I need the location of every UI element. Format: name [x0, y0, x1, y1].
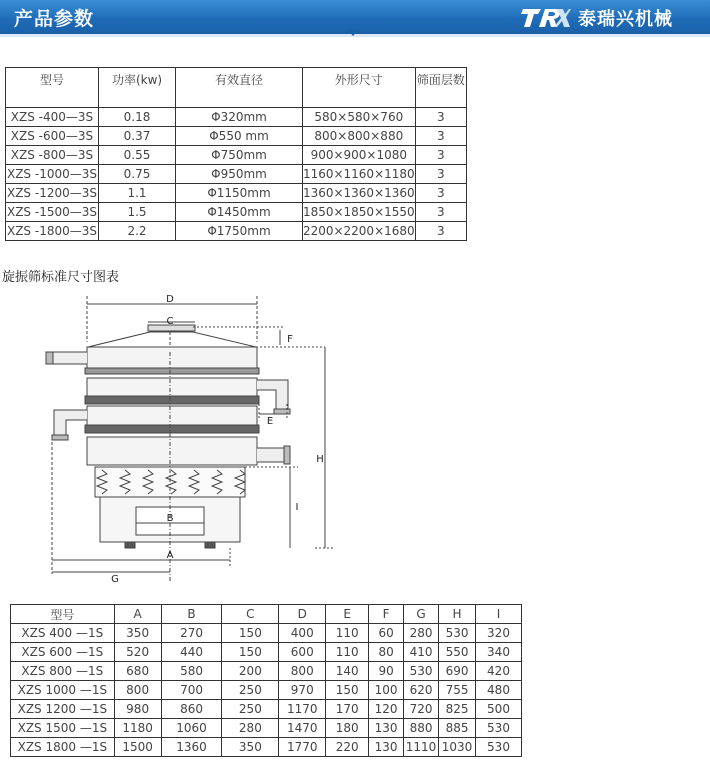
column-header: A: [114, 605, 161, 624]
column-header: C: [222, 605, 279, 624]
column-header: H: [439, 605, 476, 624]
label-h: H: [316, 454, 324, 465]
table-cell: 350: [222, 738, 279, 757]
table-cell: 150: [222, 624, 279, 643]
column-header: 筛面层数: [415, 68, 466, 108]
table-row: [11, 738, 522, 757]
table-cell: XZS 1500 —1S: [11, 719, 115, 738]
table-cell: 530: [476, 738, 522, 757]
table-cell: 340: [476, 643, 522, 662]
label-i: I: [295, 502, 299, 513]
table-cell: 200: [222, 662, 279, 681]
table-header-row: [11, 605, 522, 624]
table-cell: 130: [369, 719, 404, 738]
table-cell: XZS -800—3S: [6, 146, 99, 165]
table-cell: 1170: [279, 700, 326, 719]
table-cell: 120: [369, 700, 404, 719]
table-cell: 3: [415, 222, 466, 241]
table-cell: 550: [439, 643, 476, 662]
table-cell: Φ1450mm: [176, 203, 303, 222]
table-cell: 580×580×760: [302, 108, 415, 127]
table-cell: 130: [369, 738, 404, 757]
table-cell: XZS 400 —1S: [11, 624, 115, 643]
table-row: [11, 719, 522, 738]
table-cell: 680: [114, 662, 161, 681]
table-cell: 150: [326, 681, 369, 700]
table-cell: 1500: [114, 738, 161, 757]
column-header: G: [404, 605, 439, 624]
table-cell: XZS 1200 —1S: [11, 700, 115, 719]
table-cell: 700: [161, 681, 222, 700]
table-row: [11, 662, 522, 681]
table-cell: 480: [476, 681, 522, 700]
label-c: C: [166, 316, 174, 327]
column-header: 有效直径: [176, 68, 303, 108]
table-cell: 900×900×1080: [302, 146, 415, 165]
column-header: I: [476, 605, 522, 624]
table-cell: 620: [404, 681, 439, 700]
table-cell: 1360: [161, 738, 222, 757]
table-cell: 1770: [279, 738, 326, 757]
table-cell: 530: [476, 719, 522, 738]
table-cell: 270: [161, 624, 222, 643]
table-cell: 860: [161, 700, 222, 719]
column-header: B: [161, 605, 222, 624]
table-cell: 90: [369, 662, 404, 681]
table-cell: 755: [439, 681, 476, 700]
table-cell: 180: [326, 719, 369, 738]
table-row: [11, 700, 522, 719]
table-cell: Φ750mm: [176, 146, 303, 165]
table-cell: 3: [415, 184, 466, 203]
table-cell: 110: [326, 624, 369, 643]
table-cell: 1470: [279, 719, 326, 738]
table-cell: 1030: [439, 738, 476, 757]
table-row: [6, 146, 467, 165]
table-cell: 320: [476, 624, 522, 643]
table-cell: 420: [476, 662, 522, 681]
table-cell: 280: [222, 719, 279, 738]
table-cell: XZS 1800 —1S: [11, 738, 115, 757]
table-cell: 150: [222, 643, 279, 662]
table-cell: 100: [369, 681, 404, 700]
table-row: [6, 203, 467, 222]
table-cell: 1060: [161, 719, 222, 738]
table-cell: 170: [326, 700, 369, 719]
table-cell: XZS -600—3S: [6, 127, 99, 146]
product-parameters-table: [5, 67, 467, 241]
page-title: 产品参数: [14, 8, 95, 30]
column-header: 型号: [11, 605, 115, 624]
table-cell: 800: [279, 662, 326, 681]
table-cell: 2.2: [98, 222, 175, 241]
table-cell: 1.5: [98, 203, 175, 222]
table-cell: XZS -400—3S: [6, 108, 99, 127]
table-cell: 720: [404, 700, 439, 719]
label-e: E: [266, 416, 274, 427]
table-cell: 280: [404, 624, 439, 643]
table-cell: 60: [369, 624, 404, 643]
table-cell: 530: [439, 624, 476, 643]
diagram-title: 旋振筛标准尺寸图表: [2, 270, 120, 285]
table-cell: 690: [439, 662, 476, 681]
table-cell: 500: [476, 700, 522, 719]
table-cell: 250: [222, 700, 279, 719]
table-cell: 3: [415, 108, 466, 127]
table-cell: XZS -1500—3S: [6, 203, 99, 222]
table-cell: 3: [415, 165, 466, 184]
table-cell: 1110: [404, 738, 439, 757]
table-cell: 825: [439, 700, 476, 719]
table-header-row: [6, 68, 467, 108]
table-cell: 0.18: [98, 108, 175, 127]
table-row: [11, 681, 522, 700]
standard-dimensions-table: [10, 604, 522, 757]
label-f: F: [287, 334, 293, 345]
table-cell: 530: [404, 662, 439, 681]
table-cell: XZS -1000—3S: [6, 165, 99, 184]
table-cell: XZS -1200—3S: [6, 184, 99, 203]
table-cell: 520: [114, 643, 161, 662]
column-header: F: [369, 605, 404, 624]
table-cell: 110: [326, 643, 369, 662]
table-cell: Φ320mm: [176, 108, 303, 127]
table-row: [11, 643, 522, 662]
table-cell: 350: [114, 624, 161, 643]
label-a: A: [166, 550, 174, 561]
label-g: G: [111, 574, 119, 585]
table-cell: 1160×1160×1180: [302, 165, 415, 184]
table-cell: 220: [326, 738, 369, 757]
table-cell: 600: [279, 643, 326, 662]
table-cell: 250: [222, 681, 279, 700]
table-cell: XZS 1000 —1S: [11, 681, 115, 700]
table-cell: 410: [404, 643, 439, 662]
table-cell: 1180: [114, 719, 161, 738]
table-cell: 80: [369, 643, 404, 662]
table-cell: 3: [415, 146, 466, 165]
table-cell: 1.1: [98, 184, 175, 203]
table-cell: 800: [114, 681, 161, 700]
column-header: 功率(kw): [98, 68, 175, 108]
table-cell: Φ550 mm: [176, 127, 303, 146]
table-row: [6, 222, 467, 241]
table-row: [6, 184, 467, 203]
table-cell: 885: [439, 719, 476, 738]
table-row: [11, 624, 522, 643]
label-b: B: [166, 513, 174, 524]
table-cell: 0.75: [98, 165, 175, 184]
table-cell: Φ950mm: [176, 165, 303, 184]
column-header: D: [279, 605, 326, 624]
table-cell: 440: [161, 643, 222, 662]
table-cell: 580: [161, 662, 222, 681]
table-cell: 3: [415, 203, 466, 222]
table-row: [6, 108, 467, 127]
table-cell: 140: [326, 662, 369, 681]
table-cell: 800×800×880: [302, 127, 415, 146]
table-cell: XZS 800 —1S: [11, 662, 115, 681]
table-cell: 2200×2200×1680: [302, 222, 415, 241]
vibrating-screen-diagram: [40, 292, 340, 592]
table-cell: 1360×1360×1360: [302, 184, 415, 203]
table-cell: XZS 600 —1S: [11, 643, 115, 662]
header-bar: [0, 0, 710, 34]
table-cell: 0.37: [98, 127, 175, 146]
table-cell: Φ1750mm: [176, 222, 303, 241]
table-row: [6, 127, 467, 146]
table-cell: XZS -1800—3S: [6, 222, 99, 241]
brand-name: 泰瑞兴机械: [578, 9, 673, 30]
table-cell: Φ1150mm: [176, 184, 303, 203]
column-header: 外形尺寸: [302, 68, 415, 108]
table-cell: 0.55: [98, 146, 175, 165]
brand-logo-icon: [521, 5, 571, 29]
table-row: [6, 165, 467, 184]
table-cell: 3: [415, 127, 466, 146]
label-d: D: [166, 294, 174, 305]
table-cell: 880: [404, 719, 439, 738]
header-notch: [348, 30, 358, 36]
table-cell: 1850×1850×1550: [302, 203, 415, 222]
column-header: E: [326, 605, 369, 624]
column-header: 型号: [6, 68, 99, 108]
table-cell: 400: [279, 624, 326, 643]
table-cell: 970: [279, 681, 326, 700]
table-cell: 980: [114, 700, 161, 719]
